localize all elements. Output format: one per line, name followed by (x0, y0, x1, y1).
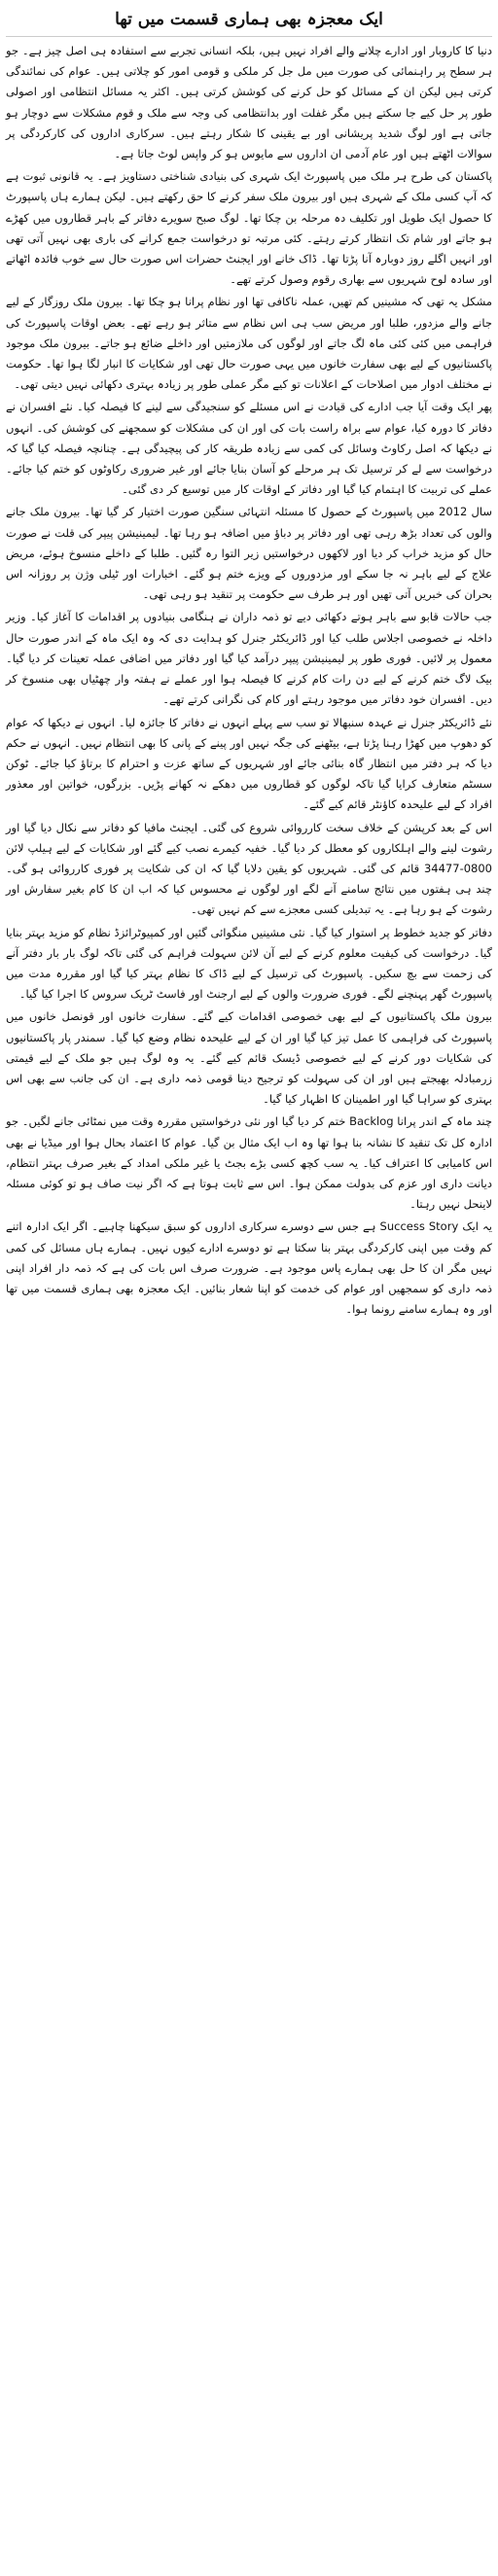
article-paragraph: چند ماہ کے اندر پرانا Backlog ختم کر دیا گیا اور نئی درخواستیں مقررہ وقت میں نمٹائی جانے لگیں۔ جو ادارہ کل تک تنقید کا نشانہ بنا ہوا تھا وہ اب ایک مثال بن گیا۔ عوام کا اعتماد بحال ہوا اور میڈیا نے بھی اس کامیابی کا اعتراف کیا۔ یہ سب کچھ کسی بڑے بجٹ یا غیر ملکی امداد کے بغیر صرف بہتر انتظام، دیانت داری اور عزم کی بدولت ممکن ہوا۔ اس سے ثابت ہوتا ہے کہ اگر نیت صاف ہو تو کوئی مسئلہ لاینحل نہیں رہتا۔ (6, 1114, 492, 1212)
article-paragraph: دنیا کا کاروبار اور ادارے چلانے والے افراد نہیں ہیں، بلکہ انسانی تجربے سے استفادہ ہی اصل چیز ہے۔ جو ہر سطح پر راہنمائی کی صورت میں مل جل کر ملکی و قومی امور کو چلاتی ہیں۔ عوام کی نمائندگی کرتی ہیں لیکن ان کے مسائل کو حل کرنے کی کوشش کرتی ہیں۔ اکثر یہ مسائل انتظامی اور اصولی طور پر حل کیے جا سکتے ہیں مگر غفلت اور بدانتظامی کی وجہ سے ملک و قوم مشکلات سے دوچار ہو جاتی ہے اور لوگ شدید پریشانی اور بے یقینی کا شکار رہتے ہیں۔ سرکاری اداروں کی کارکردگی پر سوالات اٹھتے ہیں اور عام آدمی ان اداروں سے مایوس ہو کر واپس لوٹ جاتا ہے۔ (6, 44, 492, 161)
article-paragraph: اس کے بعد کرپشن کے خلاف سخت کارروائی شروع کی گئی۔ ایجنٹ مافیا کو دفاتر سے نکال دیا گیا اور رشوت لینے والے اہلکاروں کو معطل کر دیا گیا۔ خفیہ کیمرے نصب کیے گئے اور شکایات کے لیے ہیلپ لائن 0800-34477 قائم کی گئی۔ شہریوں کو یقین دلایا گیا کہ ان کی شکایت پر فوری کارروائی ہو گی۔ چند ہی ہفتوں میں نتائج سامنے آنے لگے اور لوگوں نے محسوس کیا کہ اب ان کا کام بغیر سفارش اور رشوت کے ہو رہا ہے۔ یہ تبدیلی کسی معجزے سے کم نہیں تھی۔ (6, 820, 492, 917)
article-paragraph: جب حالات قابو سے باہر ہوتے دکھائی دیے تو ذمہ داران نے ہنگامی بنیادوں پر اقدامات کا آغاز کیا۔ وزیر داخلہ نے خصوصی اجلاس طلب کیا اور ڈائریکٹر جنرل کو ہدایت دی کہ وہ ایک ماہ کے اندر صورت حال معمول پر لائیں۔ فوری طور پر لیمینیشن پیپر درآمد کیا گیا اور دفاتر میں اضافی عملہ تعینات کر دیا گیا۔ بیک لاگ ختم کرنے کے لیے دن رات کام کرنے کا فیصلہ ہوا اور عملے نے ہفتہ وار چھٹیاں بھی منسوخ کر دیں۔ افسران خود دفاتر میں موجود رہتے اور کام کی نگرانی کرتے تھے۔ (6, 610, 492, 707)
article-paragraph: نئے ڈائریکٹر جنرل نے عہدہ سنبھالا تو سب سے پہلے انہوں نے دفاتر کا جائزہ لیا۔ انہوں نے دیکھا کہ عوام کو دھوپ میں کھڑا رہنا پڑتا ہے، بیٹھنے کی جگہ نہیں اور پینے کے پانی کا بھی انتظام نہیں۔ انہوں نے حکم دیا کہ ہر دفتر میں انتظار گاہ بنائی جائے اور شہریوں کے ساتھ عزت و احترام کا برتاؤ کیا جائے۔ ٹوکن سسٹم متعارف کرایا گیا تاکہ لوگوں کو قطاروں میں دھکے نہ کھانے پڑیں۔ بزرگوں، خواتین اور معذور افراد کے لیے علیحدہ کاؤنٹر قائم کیے گئے۔ (6, 715, 492, 812)
article-paragraph: دفاتر کو جدید خطوط پر استوار کیا گیا۔ نئی مشینیں منگوائی گئیں اور کمپیوٹرائزڈ نظام کو مزید بہتر بنایا گیا۔ درخواست کی کیفیت معلوم کرنے کے لیے آن لائن سہولت فراہم کی گئی تاکہ لوگ بار بار دفتر آنے کی زحمت سے بچ سکیں۔ پاسپورٹ کی ترسیل کے لیے ڈاک کا نظام بہتر کیا گیا اور مقررہ مدت میں پاسپورٹ گھر پہنچنے لگے۔ فوری ضرورت والوں کے لیے ارجنٹ اور فاسٹ ٹریک سروس کا اجرا کیا گیا۔ (6, 925, 492, 1002)
article-paragraph: پاکستان کی طرح ہر ملک میں پاسپورٹ ایک شہری کی بنیادی شناختی دستاویز ہے۔ یہ قانونی ثبوت ہے کہ آپ کسی ملک کے شہری ہیں اور بیرون ملک سفر کرنے کا حق رکھتے ہیں۔ لیکن ہمارے ہاں پاسپورٹ کا حصول ایک طویل اور تکلیف دہ مرحلہ بن چکا تھا۔ لوگ صبح سویرے دفاتر کے باہر قطاروں میں کھڑے ہو جاتے اور شام تک انتظار کرتے رہتے۔ کئی مرتبہ تو درخواست جمع کرانے کی باری بھی نہیں آتی تھی اور انہیں اگلے روز دوبارہ آنا پڑتا تھا۔ ڈاک خانے اور ایجنٹ حضرات اس صورت حال سے خوب فائدہ اٹھاتے اور سادہ لوح شہریوں سے بھاری رقوم وصول کرتے تھے۔ (6, 169, 492, 287)
article-paragraph: مشکل یہ تھی کہ مشینیں کم تھیں، عملہ ناکافی تھا اور نظام پرانا ہو چکا تھا۔ بیرون ملک روزگار کے لیے جانے والے مزدور، طلبا اور مریض سب ہی اس نظام سے متاثر ہو رہے تھے۔ بعض اوقات پاسپورٹ کی فراہمی میں کئی کئی ماہ لگ جاتے اور لوگوں کی ملازمتیں اور داخلے ضائع ہو جاتے۔ بیرون ملک موجود پاکستانیوں کے لیے بھی سفارت خانوں میں یہی صورت حال تھی اور شکایات کا انبار لگا ہوا تھا۔ حکومت نے مختلف ادوار میں اصلاحات کے اعلانات تو کیے مگر عملی طور پر زیادہ بہتری دکھائی نہیں دیتی تھی۔ (6, 295, 492, 392)
article-paragraph: پھر ایک وقت آیا جب ادارے کی قیادت نے اس مسئلے کو سنجیدگی سے لینے کا فیصلہ کیا۔ نئے افسران نے دفاتر کا دورہ کیا، عوام سے براہ راست بات کی اور ان کی مشکلات کو سمجھنے کی کوشش کی۔ انہوں نے دیکھا کہ اصل رکاوٹ وسائل کی کمی سے زیادہ طریقہ کار کی پیچیدگی ہے۔ چنانچہ فیصلہ کیا گیا کہ درخواست سے لے کر ترسیل تک ہر مرحلے کو آسان بنایا جائے اور غیر ضروری رکاوٹوں کو ختم کیا جائے۔ عملے کی تربیت کا اہتمام کیا گیا اور دفاتر کے اوقات کار میں توسیع کر دی گئی۔ (6, 400, 492, 497)
article-paragraph: بیرون ملک پاکستانیوں کے لیے بھی خصوصی اقدامات کیے گئے۔ سفارت خانوں اور قونصل خانوں میں پاسپورٹ کی فراہمی کا عمل تیز کیا گیا اور ان کے لیے علیحدہ نظام وضع کیا گیا۔ سمندر پار پاکستانیوں کی شکایات دور کرنے کے لیے خصوصی ڈیسک قائم کیے گئے۔ یہ وہ لوگ ہیں جو ملک کے لیے قیمتی زرمبادلہ بھیجتے ہیں اور ان کی سہولت کو ترجیح دینا قومی ذمہ داری ہے۔ ان کی جانب سے بھی اس بہتری کو سراہا گیا اور اطمینان کا اظہار کیا گیا۔ (6, 1009, 492, 1107)
article-body (6, 41, 492, 1320)
article-headline: ایک معجزہ بھی ہماری قسمت میں تھا (6, 6, 492, 37)
article-paragraph: یہ ایک Success Story ہے جس سے دوسرے سرکاری اداروں کو سبق سیکھنا چاہیے۔ اگر ایک ادارہ اتنے کم وقت میں اپنی کارکردگی بہتر بنا سکتا ہے تو دوسرے ادارے کیوں نہیں۔ ہمارے ہاں مسائل کی کمی نہیں مگر ان کا حل بھی ہمارے پاس موجود ہے۔ ضرورت صرف اس بات کی ہے کہ ذمہ دار افراد اپنی ذمہ داری کو سمجھیں اور عوام کی خدمت کو اپنا شعار بنائیں۔ ایک معجزہ بھی ہماری قسمت میں تھا اور وہ ہمارے سامنے رونما ہوا۔ (6, 1219, 492, 1317)
article-paragraph: سال 2012 میں پاسپورٹ کے حصول کا مسئلہ انتہائی سنگین صورت اختیار کر گیا تھا۔ بیرون ملک جانے والوں کی تعداد بڑھ رہی تھی اور دفاتر پر دباؤ میں اضافہ ہو رہا تھا۔ لیمینیشن پیپر کی قلت نے صورت حال کو مزید خراب کر دیا اور لاکھوں درخواستیں زیر التوا رہ گئیں۔ طلبا کے داخلے منسوخ ہوئے، مریض علاج کے لیے باہر نہ جا سکے اور مزدوروں کے ویزے ختم ہو گئے۔ اخبارات اور ٹیلی وژن پر روزانہ اس بحران کی خبریں آتی تھیں اور ہر طرف سے حکومت پر تنقید ہو رہی تھی۔ (6, 505, 493, 602)
